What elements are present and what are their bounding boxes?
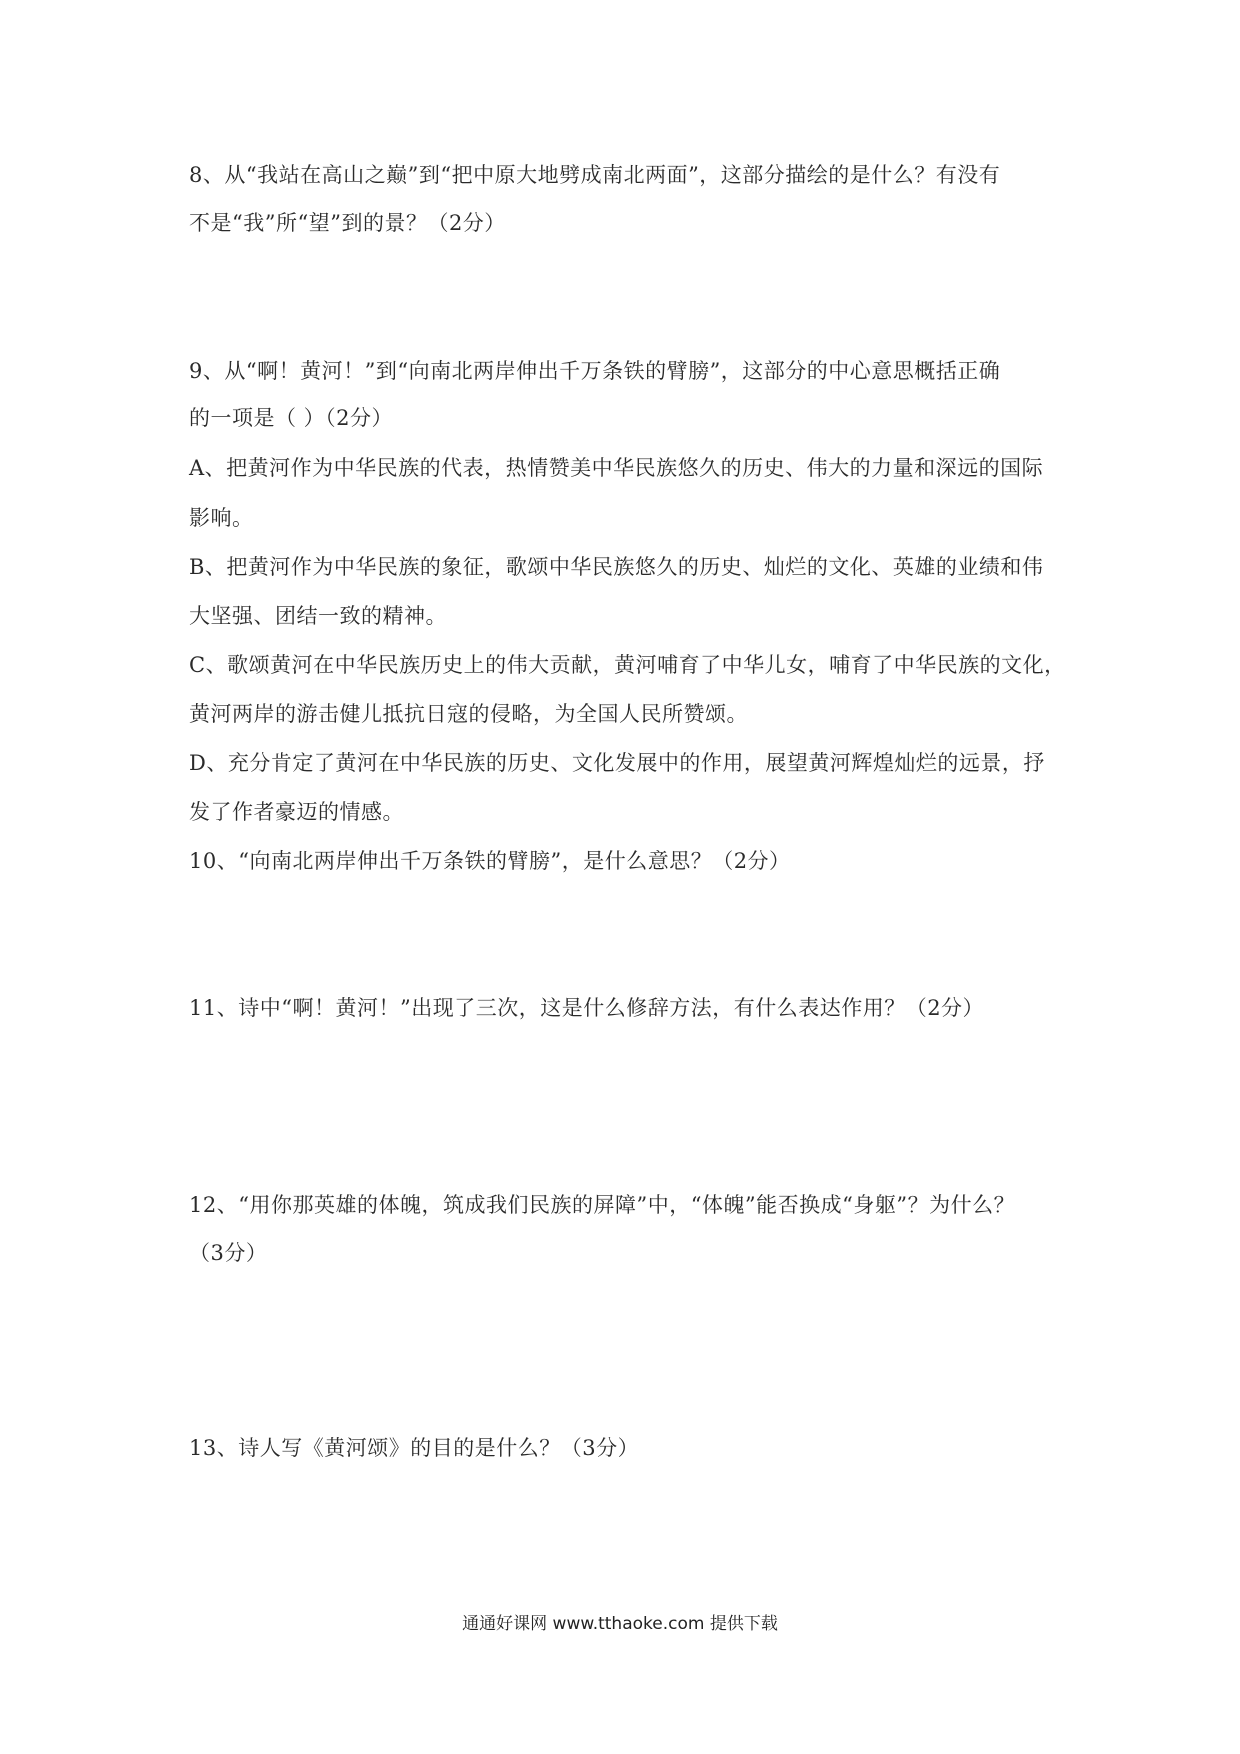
download-footer: 通通好课网 www.tthaoke.com 提供下载 (462, 1614, 778, 1634)
question-12-line-2: （3分） (189, 1241, 268, 1265)
question-12-line-1: 12、“用你那英雄的体魄，筑成我们民族的屏障”中，“体魄”能否换成“身躯”？为什么？ (189, 1193, 1016, 1217)
question-9-option-a-line-2: 影响。 (189, 506, 254, 530)
question-9-option-c-line-1: C、歌颂黄河在中华民族历史上的伟大贡献，黄河哺育了中华儿女，哺育了中华民族的文化， (189, 653, 1066, 677)
question-9-line-2: 的一项是（ ）（2分） (189, 406, 394, 430)
question-9-option-d-line-2: 发了作者豪迈的情感。 (189, 800, 404, 824)
question-8-line-1: 8、从“我站在高山之巅”到“把中原大地劈成南北两面”，这部分描绘的是什么？有没有 (189, 163, 1001, 187)
question-9-option-b-line-1: B、把黄河作为中华民族的象征，歌颂中华民族悠久的历史、灿烂的文化、英雄的业绩和伟 (189, 555, 1044, 579)
question-11-line-1: 11、诗中“啊！黄河！”出现了三次，这是什么修辞方法，有什么表达作用？（2分） (189, 996, 985, 1020)
question-13-line-1: 13、诗人写《黄河颂》的目的是什么？（3分） (189, 1436, 640, 1460)
question-8-line-2: 不是“我”所“望”到的景？（2分） (189, 211, 506, 235)
question-9-line-1: 9、从“啊！黄河！”到“向南北两岸伸出千万条铁的臂膀”，这部分的中心意思概括正确 (189, 359, 1001, 383)
question-9-option-c-line-2: 黄河两岸的游击健儿抵抗日寇的侵略，为全国人民所赞颂。 (189, 702, 748, 726)
question-9-option-b-line-2: 大坚强、团结一致的精神。 (189, 604, 447, 628)
question-9-option-d-line-1: D、充分肯定了黄河在中华民族的历史、文化发展中的作用，展望黄河辉煌灿烂的远景，抒 (189, 751, 1045, 775)
question-9-option-a-line-1: A、把黄河作为中华民族的代表，热情赞美中华民族悠久的历史、伟大的力量和深远的国际 (189, 456, 1044, 480)
question-10-line-1: 10、“向南北两岸伸出千万条铁的臂膀”，是什么意思？（2分） (189, 849, 791, 873)
